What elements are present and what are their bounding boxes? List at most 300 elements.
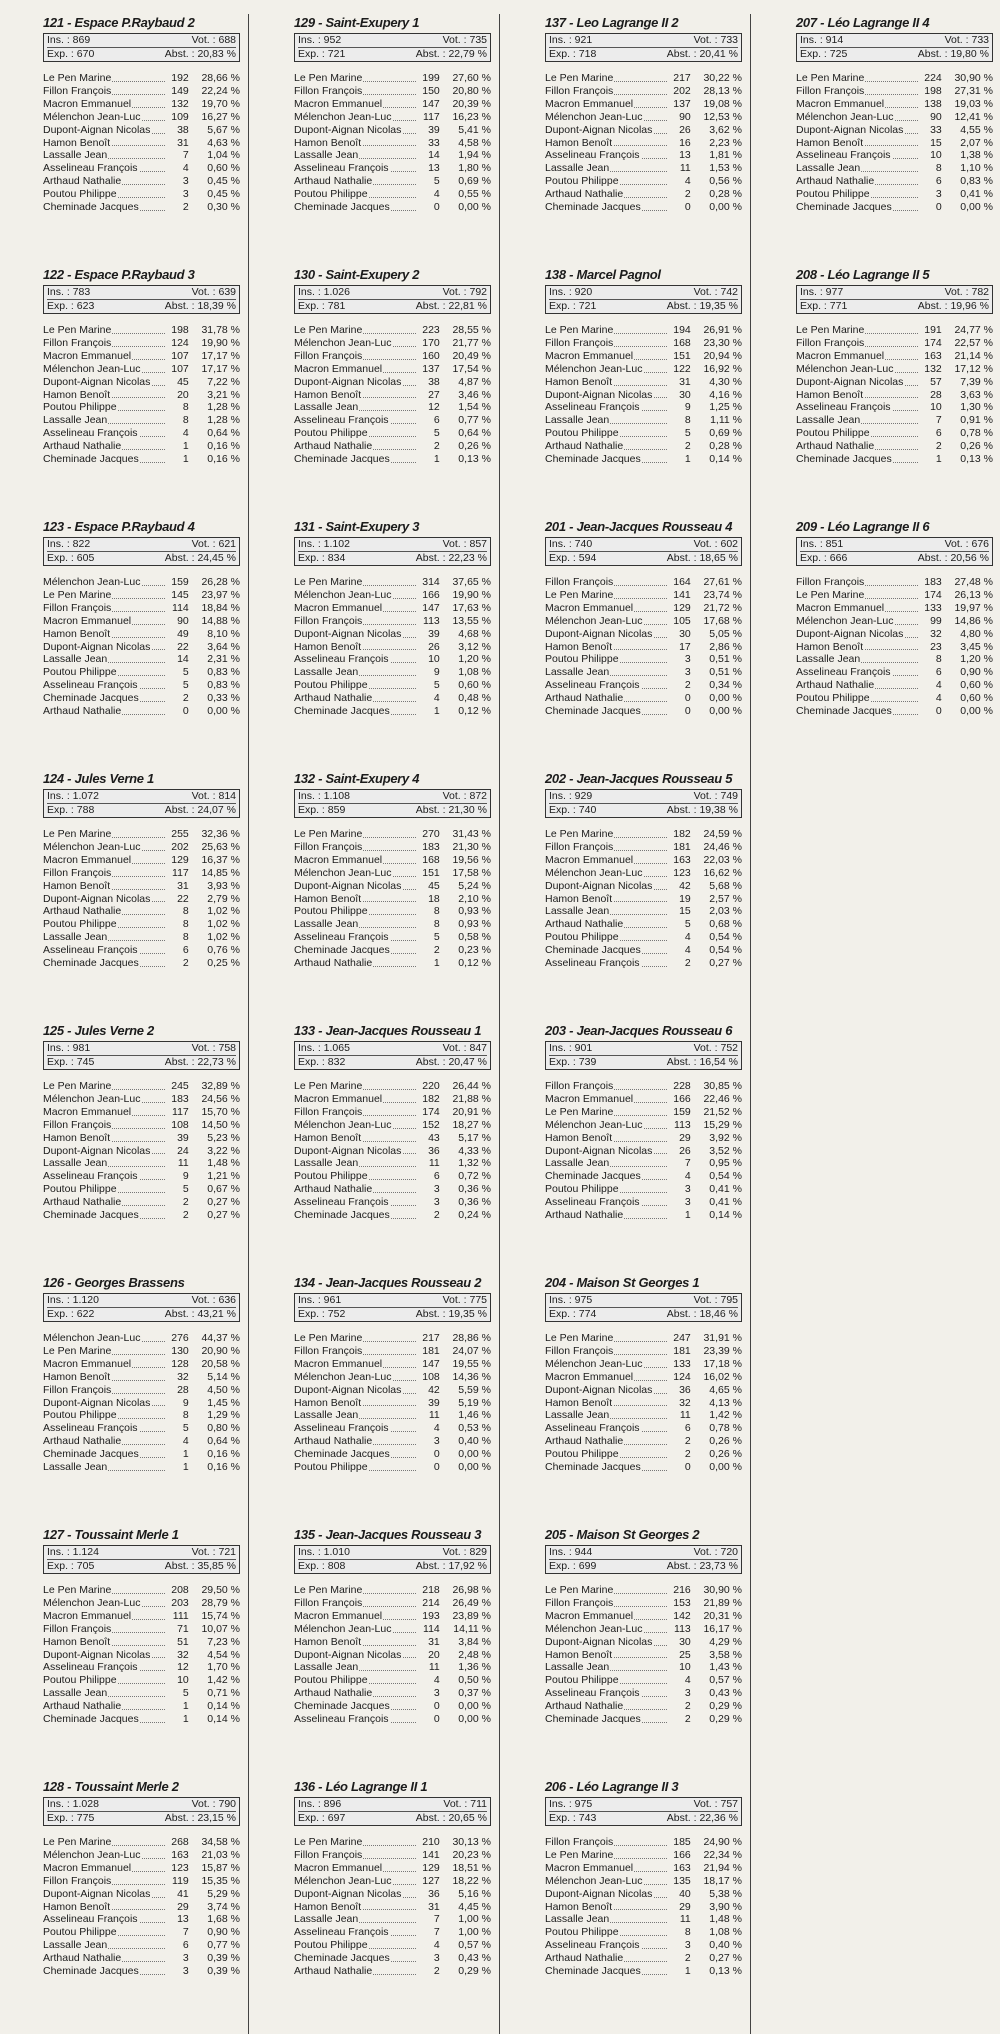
candidate-name: Macron Emmanuel [43,1861,132,1874]
candidate-name: Fillon François [545,840,614,853]
candidate-name: Fillon François [294,1344,363,1357]
candidate-name: Cheminade Jacques [294,1448,390,1461]
candidate-votes: 11 [428,1157,440,1170]
candidate-percent: 16,23 % [452,110,491,123]
candidate-name-cell [796,705,918,718]
candidate-name: Poutou Philippe [796,427,870,440]
candidate-name-cell [43,1674,165,1687]
candidate-name-cell [545,1371,667,1384]
station-summary [545,537,742,566]
candidate-votes: 38 [177,123,189,136]
candidate-row [796,324,993,337]
candidate-name-cell [43,1332,165,1345]
candidate-name-cell [43,201,165,214]
summary-row-expressed [298,48,487,61]
expressed-count: Exp. : 623 [47,300,95,312]
candidate-votes: 119 [172,1874,189,1887]
candidate-name-cell [294,705,416,718]
candidate-percent: 17,68 % [703,614,742,627]
candidate-votes: 2 [684,188,691,201]
candidate-name: Dupont-Aignan Nicolas [294,1144,402,1157]
candidate-name: Asselineau François [294,1422,389,1435]
candidate-row [43,1888,240,1901]
candidate-row [43,363,240,376]
candidate-name-cell [294,98,416,111]
candidate-name-cell [43,641,165,654]
candidate-name: Hamon Benoît [294,892,362,905]
summary-row-expressed [549,48,738,61]
candidate-name-cell [43,453,165,466]
candidate-row [43,1862,240,1875]
candidate-name-cell [796,679,918,692]
candidate-name: Hamon Benoît [294,640,362,653]
candidate-votes: 3 [684,1939,691,1952]
candidate-percent: 4,55 % [960,123,993,136]
candidate-votes: 39 [428,1396,440,1409]
candidate-votes: 2 [433,1209,440,1222]
candidate-row [545,363,742,376]
station-title: 126 - Georges Brassens [43,1275,185,1290]
candidate-name-cell [545,1145,667,1158]
candidate-row [796,337,993,350]
candidate-name-cell [294,188,416,201]
station-summary [294,1293,491,1322]
registered-count: Ins. : 822 [47,538,91,550]
candidate-name: Le Pen Marine [294,1584,363,1596]
station-title: 201 - Jean-Jacques Rousseau 4 [545,519,733,534]
candidate-percent: 14,36 % [452,1370,491,1383]
candidate-percent: 19,08 % [703,97,742,110]
candidate-row [545,1371,742,1384]
candidate-votes: 216 [673,1584,691,1596]
candidate-row [43,576,240,589]
results-table [545,1332,742,1474]
candidate-row [545,628,742,641]
candidate-name: Cheminade Jacques [43,1209,139,1222]
candidate-name: Arthaud Nathalie [294,1965,373,1978]
summary-row-registered [549,790,738,804]
candidate-percent: 7,23 % [207,1635,240,1648]
candidate-name: Hamon Benoît [545,1648,613,1661]
candidate-percent: 22,46 % [703,1092,742,1105]
candidate-percent: 0,51 % [709,653,742,666]
abstention-rate: Abst. : 22,36 % [666,1812,738,1824]
candidate-name-cell [545,1597,667,1610]
candidate-percent: 23,97 % [201,588,240,601]
abstention-rate: Abst. : 19,35 % [415,1308,487,1320]
candidate-percent: 20,31 % [703,1609,742,1622]
candidate-votes: 90 [177,614,189,627]
candidate-name: Lassalle Jean [545,1661,610,1674]
candidate-name: Le Pen Marine [545,1584,614,1596]
candidate-name: Lassalle Jean [294,918,359,931]
candidate-votes: 7 [433,1926,440,1939]
candidate-percent: 21,14 % [954,349,993,362]
candidate-name: Lassalle Jean [43,1939,108,1952]
candidate-name: Fillon François [545,576,614,588]
candidate-row [294,615,491,628]
candidate-row [796,124,993,137]
candidate-name-cell [294,1636,416,1649]
candidate-percent: 1,11 % [710,414,742,427]
candidate-name: Asselineau François [545,1687,640,1700]
candidate-name: Poutou Philippe [545,931,619,944]
expressed-count: Exp. : 834 [298,552,346,564]
candidate-votes: 203 [171,1596,189,1609]
candidate-votes: 1 [684,1965,691,1978]
station-summary [294,1545,491,1574]
candidate-row [43,1649,240,1662]
candidate-percent: 15,35 % [201,1874,240,1887]
candidate-name-cell [796,350,918,363]
candidate-votes: 43 [428,1131,440,1144]
summary-row-registered [47,286,236,300]
candidate-percent: 4,54 % [207,1648,240,1661]
candidate-percent: 20,91 % [452,1105,491,1118]
candidate-name: Dupont-Aignan Nicolas [43,1648,151,1661]
candidate-percent: 14,86 % [954,614,993,627]
candidate-percent: 23,89 % [452,1609,491,1622]
candidate-percent: 17,58 % [452,866,491,879]
voters-count: Vot. : 814 [191,790,236,802]
polling-station-block [756,14,1000,266]
candidate-name: Asselineau François [545,679,640,692]
candidate-name: Lassalle Jean [43,653,108,666]
candidate-row [294,589,491,602]
candidate-row [294,679,491,692]
candidate-name: Le Pen Marine [545,1848,614,1861]
abstention-rate: Abst. : 19,35 % [666,300,738,312]
candidate-name-cell [545,363,667,376]
candidate-votes: 123 [673,866,691,879]
candidate-votes: 2 [182,692,189,705]
candidate-votes: 164 [673,576,691,588]
candidate-percent: 23,30 % [703,336,742,349]
candidate-percent: 0,76 % [207,944,240,957]
candidate-name-cell [545,1080,667,1093]
candidate-name-cell [294,149,416,162]
candidate-row [545,1649,742,1662]
results-table [294,324,491,466]
candidate-name-cell [294,72,416,85]
candidate-votes: 141 [673,588,691,601]
candidate-row [545,1170,742,1183]
station-title: 131 - Saint-Exupery 3 [294,519,420,534]
candidate-percent: 15,74 % [201,1609,240,1622]
candidate-votes: 3 [182,188,189,201]
candidate-name: Lassalle Jean [545,1913,610,1926]
candidate-name-cell [294,414,416,427]
candidate-votes: 3 [433,1196,440,1209]
candidate-percent: 19,70 % [201,97,240,110]
candidate-votes: 245 [171,1080,189,1092]
candidate-row [43,1901,240,1914]
candidate-name: Lassalle Jean [545,1409,610,1422]
candidate-row [43,149,240,162]
candidate-row [545,1183,742,1196]
candidate-name-cell [43,175,165,188]
abstention-rate: Abst. : 20,56 % [917,552,989,564]
voters-count: Vot. : 829 [442,1546,487,1558]
candidate-name-cell [796,692,918,705]
candidate-name: Arthaud Nathalie [545,188,624,201]
candidate-name-cell [545,1157,667,1170]
polling-station-block [505,266,750,518]
candidate-name: Arthaud Nathalie [43,705,122,718]
abstention-rate: Abst. : 24,07 % [164,804,236,816]
candidate-name: Cheminade Jacques [545,1170,641,1183]
candidate-row [43,1623,240,1636]
candidate-percent: 27,31 % [954,84,993,97]
candidate-name: Hamon Benoît [43,1370,111,1383]
candidate-name: Macron Emmanuel [43,614,132,627]
candidate-row [545,1209,742,1222]
candidate-name-cell [545,401,667,414]
candidate-name-cell [545,957,667,970]
candidate-percent: 5,41 % [458,123,491,136]
candidate-votes: 9 [433,666,440,679]
candidate-votes: 198 [171,324,189,336]
candidate-row [796,85,993,98]
candidate-percent: 18,51 % [452,1861,491,1874]
candidate-percent: 1,80 % [458,162,491,175]
candidate-name-cell [294,1661,416,1674]
candidate-name: Dupont-Aignan Nicolas [545,1887,653,1900]
candidate-name-cell [545,85,667,98]
candidate-percent: 2,86 % [709,640,742,653]
candidate-name-cell [43,1836,165,1849]
candidate-row [294,653,491,666]
candidate-votes: 199 [422,72,440,84]
candidate-name: Poutou Philippe [294,905,368,918]
candidate-votes: 32 [177,1370,189,1383]
candidate-name: Macron Emmanuel [294,97,383,110]
candidate-row [294,931,491,944]
candidate-row [43,1345,240,1358]
candidate-name-cell [545,1875,667,1888]
candidate-name: Lassalle Jean [796,653,861,666]
candidate-percent: 2,31 % [207,653,240,666]
summary-row-expressed [47,1560,236,1573]
station-title: 128 - Toussaint Merle 2 [43,1779,179,1794]
candidate-votes: 3 [684,1196,691,1209]
candidate-votes: 0 [433,201,440,214]
candidate-percent: 4,80 % [960,627,993,640]
station-title: 206 - Léo Lagrange II 3 [545,1779,679,1794]
candidate-percent: 0,54 % [709,931,742,944]
candidate-percent: 0,29 % [709,1700,742,1713]
candidate-votes: 129 [171,853,189,866]
expressed-count: Exp. : 740 [549,804,597,816]
candidate-percent: 24,77 % [954,324,993,336]
candidate-name-cell [545,1584,667,1597]
candidate-name-cell [545,1939,667,1952]
candidate-name-cell [796,162,918,175]
candidate-name: Poutou Philippe [545,1926,619,1939]
candidate-row [294,1623,491,1636]
candidate-percent: 0,83 % [207,679,240,692]
candidate-row [796,679,993,692]
candidate-name-cell [545,324,667,337]
candidate-name: Hamon Benoît [43,879,111,892]
candidate-percent: 25,63 % [201,840,240,853]
candidate-row [294,124,491,137]
candidate-name: Cheminade Jacques [545,944,641,957]
candidate-row [43,72,240,85]
candidate-name: Macron Emmanuel [545,601,634,614]
candidate-name-cell [43,615,165,628]
summary-row-expressed [549,300,738,313]
candidate-percent: 0,77 % [458,414,491,427]
candidate-row [294,1384,491,1397]
candidate-name-cell [294,363,416,376]
candidate-percent: 0,00 % [709,1461,742,1474]
candidate-name-cell [796,427,918,440]
candidate-votes: 4 [433,1674,440,1687]
candidate-row [43,854,240,867]
candidate-row [545,1849,742,1862]
candidate-row [294,1875,491,1888]
candidate-row [796,98,993,111]
results-table [796,324,993,466]
candidate-percent: 13,55 % [452,614,491,627]
voters-count: Vot. : 735 [442,34,487,46]
candidate-percent: 17,63 % [452,601,491,614]
candidate-name: Poutou Philippe [43,1674,117,1687]
candidate-percent: 0,93 % [458,905,491,918]
candidate-votes: 151 [422,866,440,879]
candidate-percent: 1,28 % [207,401,240,414]
candidate-name-cell [43,1939,165,1952]
candidate-row [294,427,491,440]
candidate-row [796,389,993,402]
candidate-row [43,615,240,628]
candidate-row [796,589,993,602]
summary-row-registered [800,34,989,48]
candidate-row [545,1409,742,1422]
candidate-percent: 0,53 % [458,1422,491,1435]
candidate-votes: 13 [177,1913,189,1926]
candidate-votes: 22 [177,640,189,653]
candidate-name-cell [43,1661,165,1674]
candidate-votes: 107 [171,362,189,375]
candidate-row [545,440,742,453]
candidate-name: Mélenchon Jean-Luc [545,866,643,879]
summary-row-expressed [549,1812,738,1825]
candidate-name: Le Pen Marine [294,1332,363,1344]
candidate-row [294,854,491,867]
summary-row-registered [549,538,738,552]
candidate-name: Cheminade Jacques [294,201,390,214]
candidate-votes: 22 [177,892,189,905]
candidate-row [545,1623,742,1636]
candidate-name: Arthaud Nathalie [43,1952,122,1965]
candidate-row [796,72,993,85]
candidate-votes: 114 [423,1622,440,1635]
candidate-name: Mélenchon Jean-Luc [545,362,643,375]
results-table [294,576,491,718]
candidate-name: Arthaud Nathalie [545,1952,624,1965]
registered-count: Ins. : 981 [47,1042,91,1054]
station-title: 122 - Espace P.Raybaud 3 [43,267,195,282]
candidate-row [545,1901,742,1914]
candidate-name: Dupont-Aignan Nicolas [294,879,402,892]
candidate-name: Hamon Benoît [294,136,362,149]
candidate-name-cell [545,1849,667,1862]
candidate-name: Asselineau François [43,1422,138,1435]
candidate-row [545,1584,742,1597]
expressed-count: Exp. : 739 [549,1056,597,1068]
candidate-votes: 26 [428,640,440,653]
candidate-name-cell [43,1422,165,1435]
candidate-votes: 26 [679,1144,691,1157]
candidate-percent: 0,00 % [207,705,240,718]
candidate-name-cell [796,414,918,427]
candidate-percent: 0,41 % [960,188,993,201]
candidate-votes: 5 [684,918,691,931]
results-table [545,576,742,718]
candidate-name: Fillon François [545,1080,614,1092]
candidate-name: Le Pen Marine [43,1836,112,1848]
candidate-row [294,414,491,427]
candidate-name-cell [294,1713,416,1726]
candidate-name: Le Pen Marine [545,72,614,84]
candidate-name-cell [294,1888,416,1901]
candidate-votes: 1 [182,1461,189,1474]
registered-count: Ins. : 975 [549,1294,593,1306]
candidate-row [545,389,742,402]
candidate-name-cell [545,1926,667,1939]
summary-row-expressed [298,300,487,313]
candidate-percent: 1,36 % [458,1661,491,1674]
summary-row-registered [800,286,989,300]
candidate-percent: 20,23 % [452,1848,491,1861]
candidate-row [294,149,491,162]
candidate-name-cell [294,1145,416,1158]
candidate-percent: 0,14 % [207,1700,240,1713]
polling-station-block [254,266,499,518]
candidate-name: Macron Emmanuel [43,1357,132,1370]
summary-row-registered [549,1294,738,1308]
candidate-percent: 0,13 % [960,453,993,466]
candidate-name: Cheminade Jacques [294,453,390,466]
candidate-name: Asselineau François [294,162,389,175]
candidate-percent: 1,48 % [207,1157,240,1170]
candidate-name: Arthaud Nathalie [43,1700,122,1713]
summary-row-expressed [47,804,236,817]
candidate-name-cell [796,324,918,337]
candidate-row [294,1422,491,1435]
candidate-name-cell [545,337,667,350]
station-title: 138 - Marcel Pagnol [545,267,661,282]
candidate-name: Cheminade Jacques [294,1952,390,1965]
candidate-name-cell [294,1409,416,1422]
candidate-votes: 4 [684,931,691,944]
candidate-votes: 217 [422,1332,440,1344]
candidate-name-cell [43,1435,165,1448]
candidate-name-cell [294,1435,416,1448]
summary-row-registered [47,34,236,48]
candidate-votes: 41 [177,1887,189,1900]
candidate-name-cell [43,653,165,666]
candidate-name-cell [294,324,416,337]
abstention-rate: Abst. : 17,92 % [415,1560,487,1572]
candidate-votes: 122 [673,362,691,375]
candidate-name-cell [43,124,165,137]
candidate-votes: 5 [182,1687,189,1700]
candidate-row [545,1332,742,1345]
candidate-votes: 0 [684,705,691,718]
